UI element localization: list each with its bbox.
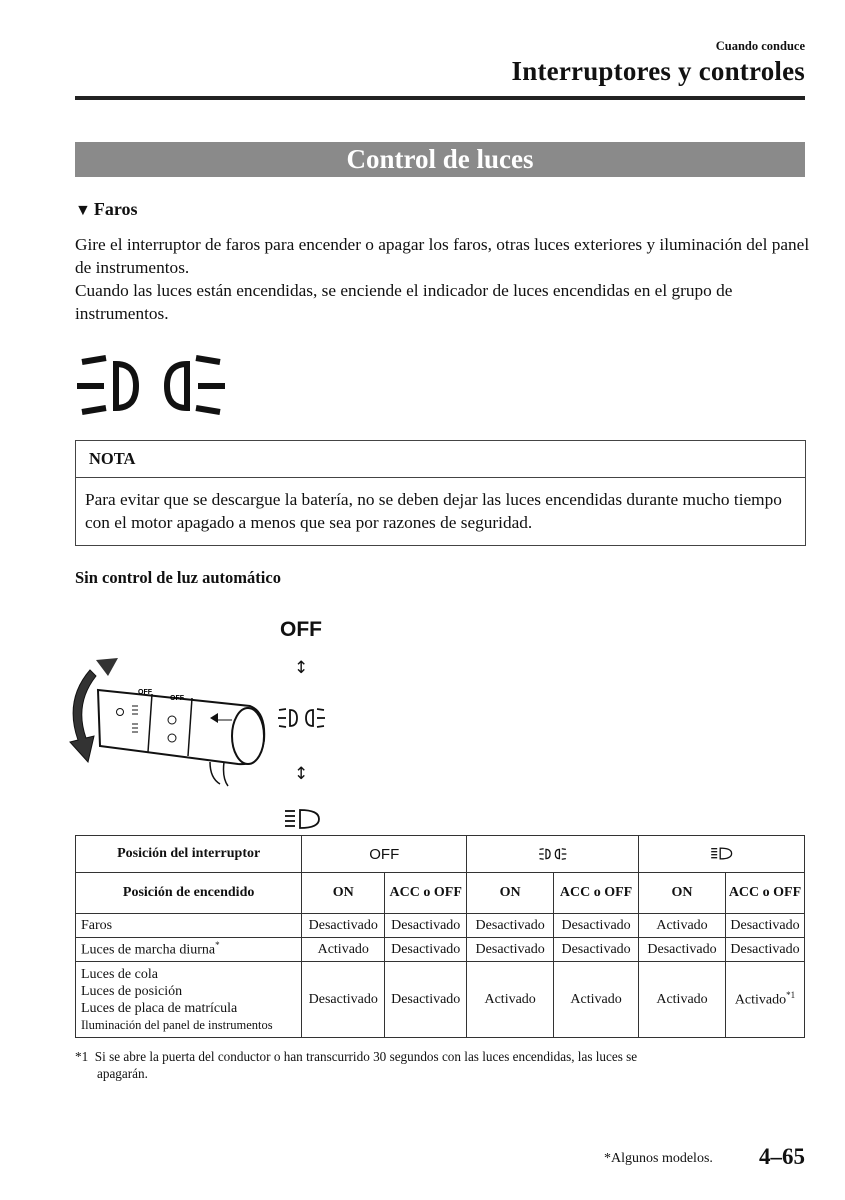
- table-cell: [725, 962, 804, 1038]
- table-header-cell: Posición de encendido: [76, 873, 302, 914]
- paragraph-2: Cuando las luces están encendidas, se enciende el indicador de luces encendidas en el grupo de instrumentos.: [75, 281, 733, 323]
- headlight-on-indicator-icon: [74, 350, 229, 422]
- table-cell: Desactivado: [725, 914, 804, 938]
- svg-text:OFF: OFF: [170, 695, 184, 702]
- up-down-arrow-icon: ↕: [294, 764, 309, 784]
- low-beam-headlight-icon: [283, 807, 323, 831]
- table-cell: Activado: [302, 938, 385, 962]
- row-label: [76, 938, 302, 962]
- table-header-cell: ON: [467, 873, 554, 914]
- table-cell: Activado: [639, 914, 726, 938]
- footnote-marker: *1: [75, 1049, 89, 1064]
- subheading-text: Faros: [93, 199, 138, 219]
- page-number: 4–65: [759, 1144, 805, 1169]
- note-box: [75, 440, 806, 546]
- table-row: [76, 938, 805, 962]
- subheading: [75, 199, 138, 220]
- table-cell: Desactivado: [639, 938, 726, 962]
- cell-text: Activado: [734, 992, 787, 1008]
- note-text: Para evitar que se descargue la batería, no se deben dejar las luces encendidas durante mucho tiempo con el motor apagado a menos que sea por razones de seguridad.: [85, 490, 782, 532]
- table-cell: Activado: [639, 962, 726, 1038]
- section-label: Sin control de luz automático: [75, 568, 281, 587]
- table-header-cell: ON: [302, 873, 385, 914]
- footnote-text: apagarán.: [97, 1066, 148, 1081]
- table-row: [76, 962, 805, 1038]
- row-label-line: Luces de posición: [81, 983, 183, 999]
- table-header-cell: ACC o OFF: [554, 873, 639, 914]
- light-position-table: [75, 835, 805, 1038]
- table-cell: Desactivado: [302, 962, 385, 1038]
- off-position-label: OFF: [280, 618, 322, 641]
- table-row: [76, 914, 805, 938]
- footnote: [75, 1048, 775, 1082]
- table-cell: Desactivado: [302, 914, 385, 938]
- svg-text:OFF: OFF: [138, 689, 152, 696]
- paragraph-1: Gire el interruptor de faros para encender o apagar los faros, otras luces exteriores y iluminación del panel de instrumentos.: [75, 235, 810, 277]
- table-cell: Desactivado: [385, 962, 467, 1038]
- table-cell: Desactivado: [554, 938, 639, 962]
- row-label: Faros: [76, 914, 302, 938]
- asterisk-marker: *: [215, 940, 220, 951]
- table-cell: Activado: [467, 962, 554, 1038]
- table-cell: Desactivado: [554, 914, 639, 938]
- header-divider: [75, 96, 805, 100]
- footnote-text: Si se abre la puerta del conductor o han transcurrido 30 segundos con las luces encendidas, las luces se: [94, 1049, 638, 1064]
- table-header-cell: ON: [639, 873, 726, 914]
- table-cell: Desactivado: [385, 938, 467, 962]
- page-title: Interruptores y controles: [511, 56, 805, 86]
- table-header-cell: ACC o OFF: [725, 873, 804, 914]
- table-cell: Desactivado: [467, 914, 554, 938]
- row-label-line: Iluminación del panel de instrumentos: [81, 1017, 273, 1032]
- table-cell: Desactivado: [385, 914, 467, 938]
- low-beam-headlight-icon: [710, 846, 734, 861]
- triangle-marker: ▼: [75, 202, 91, 219]
- section-name: Cuando conduce: [715, 39, 805, 53]
- up-down-arrow-icon: ↕: [294, 658, 309, 678]
- note-title: NOTA: [76, 441, 805, 478]
- parking-light-icon: [536, 847, 570, 861]
- row-label-text: Luces de marcha diurna: [81, 942, 216, 958]
- footnote-marker: *1: [786, 990, 796, 1001]
- table-row: [76, 873, 805, 914]
- table-header-cell: [639, 836, 805, 873]
- table-header-cell: ACC o OFF: [385, 873, 467, 914]
- parking-light-icon: [277, 706, 327, 730]
- row-label-line: Luces de placa de matrícula: [81, 1000, 238, 1016]
- table-header-cell: Posición del interruptor: [76, 836, 302, 873]
- headlight-switch-lever-icon: [60, 650, 275, 790]
- table-cell: Activado: [554, 962, 639, 1038]
- table-cell: Desactivado: [725, 938, 804, 962]
- row-label-line: Luces de cola: [81, 966, 158, 982]
- table-header-cell: OFF: [302, 836, 467, 873]
- section-banner: Control de luces: [75, 142, 805, 177]
- table-row: [76, 836, 805, 873]
- models-note: *Algunos modelos.: [604, 1151, 713, 1166]
- table-cell: Desactivado: [467, 938, 554, 962]
- table-header-cell: [467, 836, 639, 873]
- row-label: [76, 962, 302, 1038]
